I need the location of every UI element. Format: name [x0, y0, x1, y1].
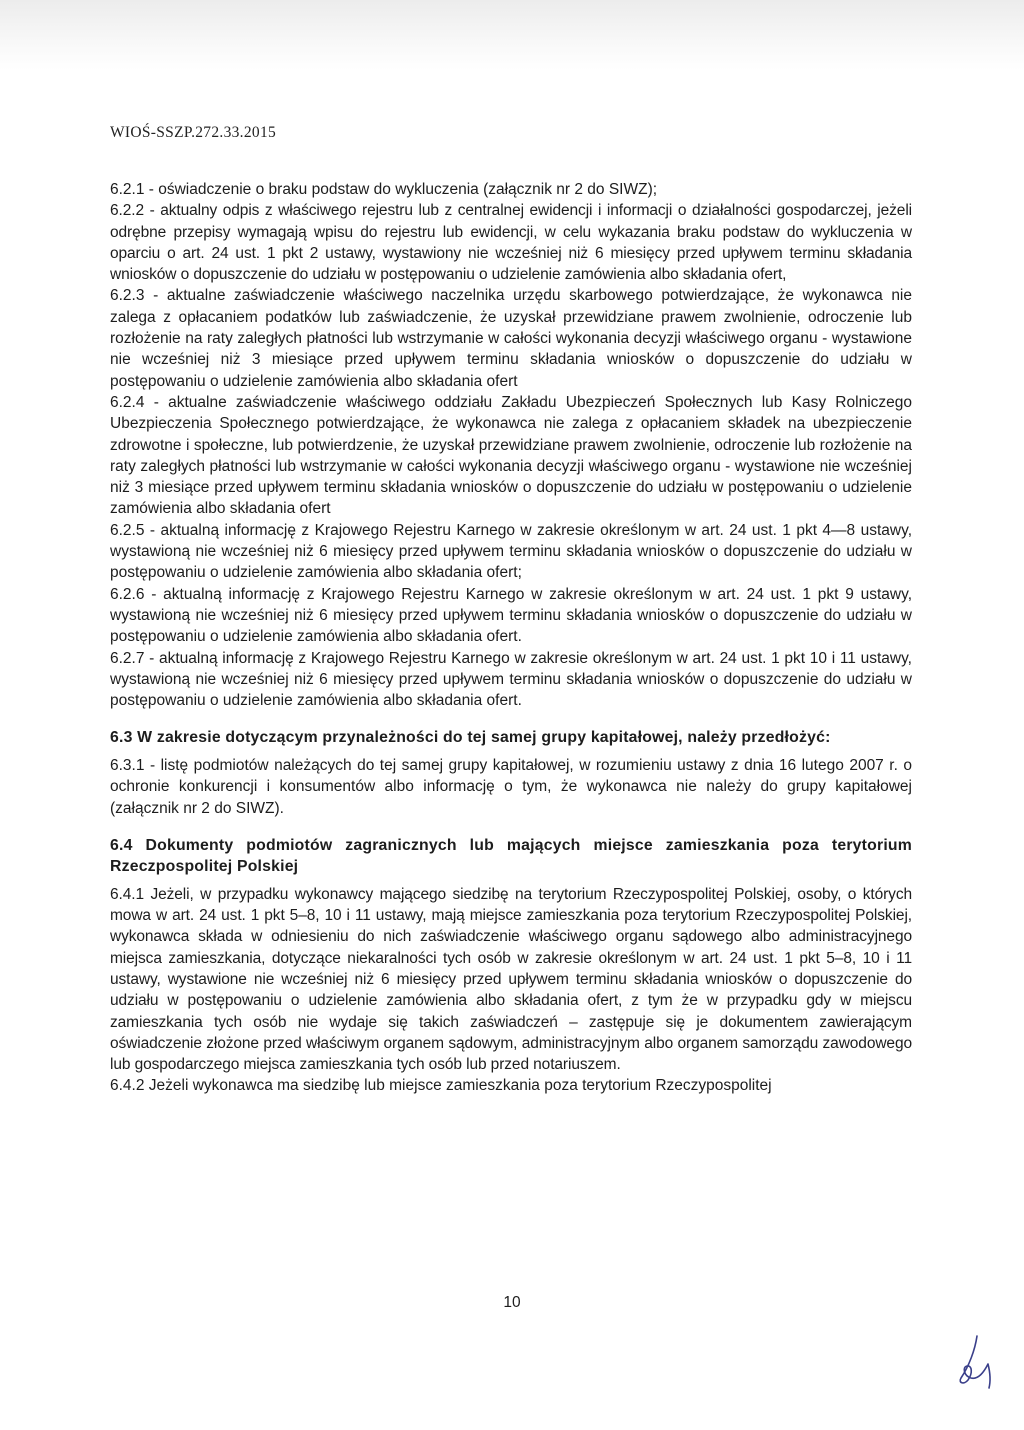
paragraph-6-2-4: 6.2.4 - aktualne zaświadczenie właściwego oddziału Zakładu Ubezpieczeń Społecznych lub Kasy Rolniczego Ubezpieczenia Społecznego potwierdzające, że wykonawca nie zalega z opłacaniem składek na ubezpieczenie zdrowotne i społeczne, lub potwierdzenie, że uzyskał przewidziane prawem zwolnienie, odroczenie lub rozłożenie na raty zaległych płatności lub wstrzymanie w całości wykonania decyzji właściwego organu - wystawione nie wcześniej niż 3 miesiące przed upływem terminu składania wniosków o dopuszczenie do udziału w postępowaniu o udzielenie zamówienia albo składania ofert [110, 393, 912, 518]
page-number: 10 [503, 1294, 521, 1311]
paragraph-6-2-7: 6.2.7 - aktualną informację z Krajowego Rejestru Karnego w zakresie określonym w art. 24 ust. 1 pkt 10 i 11 ustawy, wystawioną nie wcześniej niż 6 miesięcy przed upływem terminu składania wniosków o dopuszczenie do udziału w postępowaniu o udzielenie zamówienia albo składania ofert. [110, 649, 912, 710]
paragraph-6-2-2: 6.2.2 - aktualny odpis z właściwego rejestru lub z centralnej ewidencji i informacji o działalności gospodarczej, jeżeli odrębne przepisy wymagają wpisu do rejestru lub ewidencji, w celu wykazania braku podstaw do wykluczenia w oparciu o art. 24 ust. 1 pkt 2 ustawy, wystawiony nie wcześniej niż 6 miesięcy przed upływem terminu składania wniosków o dopuszczenie do udziału w postępowaniu o udzielenie zamówienia albo składania ofert, [110, 202, 912, 284]
paragraph-6-3-1: 6.3.1 - listę podmiotów należących do tej samej grupy kapitałowej, w rozumieniu ustawy z dnia 16 lutego 2007 r. o ochronie konkurencji i konsumentów albo informację o tym, że wykonawca nie należy do grupy kapitałowej (załącznik nr 2 do SIWZ). [110, 756, 912, 817]
paragraph-6-2-3: 6.2.3 - aktualne zaświadczenie właściwego naczelnika urzędu skarbowego potwierdzające, że wykonawca nie zalega z opłacaniem podatków lub zaświadczenie, że uzyskał przewidziane prawem zwolnienie, odroczenie lub rozłożenie na raty zaległych płatności lub wstrzymanie w całości wykonania decyzji właściwego organu - wystawione nie wcześniej niż 3 miesiące przed upływem terminu składania wniosków o dopuszczenie do udziału w postępowaniu o udzielenie zamówienia albo składania ofert [110, 287, 912, 390]
section-heading-6-4: 6.4 Dokumenty podmiotów zagranicznych lub mających miejsce zamieszkania poza terytorium Rzeczpospolitej Polskiej [110, 836, 912, 876]
handwritten-initials-signature [955, 1332, 1005, 1392]
paragraph-6-2-1: 6.2.1 - oświadczenie o braku podstaw do wykluczenia (załącznik nr 2 do SIWZ); [110, 181, 658, 198]
paragraph-6-2-6: 6.2.6 - aktualną informację z Krajowego Rejestru Karnego w zakresie określonym w art. 24 ust. 1 pkt 9 ustawy, wystawioną nie wcześniej niż 6 miesięcy przed upływem terminu składania wniosków o dopuszczenie do udziału w postępowaniu o udzielenie zamówienia albo składania ofert. [110, 585, 912, 646]
paragraph-6-4-1: 6.4.1 Jeżeli, w przypadku wykonawcy mającego siedzibę na terytorium Rzeczypospolitej Polskiej, osoby, o których mowa w art. 24 ust. 1 pkt 5–8, 10 i 11 ustawy, mają miejsce zamieszkania poza terytorium Rzeczypospolitej Polskiej, wykonawca składa w odniesieniu do nich zaświadczenie właściwego organu sądowego albo administracyjnego miejsca zamieszkania, dotyczące niekaralności tych osób w zakresie określonym w art. 24 ust. 1 pkt 5–8, 10 i 11 ustawy, wystawione nie wcześniej niż 6 miesięcy przed upływem terminu składania wniosków o dopuszczenie do udziału w postępowaniu o udzielenie zamówienia albo składania ofert, z tym że w przypadku gdy w miejscu zamieszkania tych osób nie wydaje się takich zaświadczeń – zastępuje się je dokumentem zawierającym oświadczenie złożone przed właściwym organem sądowym, administracyjnym albo organem samorządu zawodowego lub gospodarczego miejsca zamieszkania tych osób lub przed notariuszem. [110, 885, 912, 1074]
section-heading-6-3: 6.3 W zakresie dotyczącym przynależności do tej samej grupy kapitałowej, należy przedłożyć: [110, 729, 831, 747]
document-body [110, 179, 912, 1097]
paragraph-6-2-5: 6.2.5 - aktualną informację z Krajowego Rejestru Karnego w zakresie określonym w art. 24 ust. 1 pkt 4—8 ustawy, wystawioną nie wcześniej niż 6 miesięcy przed upływem terminu składania wniosków o dopuszczenie do udziału w postępowaniu o udzielenie zamówienia albo składania ofert; [110, 521, 912, 582]
paragraph-6-4-2: 6.4.2 Jeżeli wykonawca ma siedzibę lub miejsce zamieszkania poza terytorium Rzeczypospolitej [110, 1077, 772, 1095]
document-reference: WIOŚ-SSZP.272.33.2015 [110, 124, 277, 141]
scan-shadow [0, 0, 1024, 70]
